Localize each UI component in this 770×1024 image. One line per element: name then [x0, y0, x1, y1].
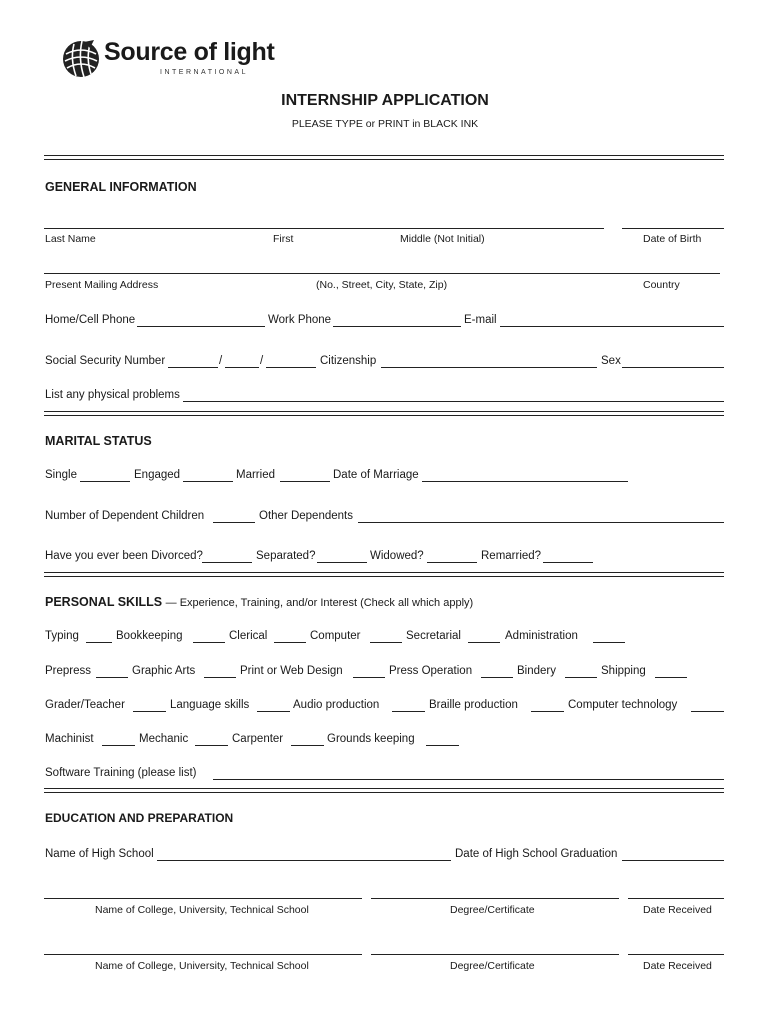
divider	[44, 572, 724, 577]
dob-field[interactable]	[622, 228, 724, 229]
dependent-children-field[interactable]	[213, 522, 255, 523]
software-training-field[interactable]	[213, 779, 724, 780]
divider	[44, 155, 724, 160]
form-title: INTERNSHIP APPLICATION	[281, 92, 489, 109]
college-label-2: Name of College, University, Technical School	[95, 960, 309, 972]
mechanic-field[interactable]	[195, 745, 228, 746]
address-label: Present Mailing Address	[45, 279, 159, 291]
globe-icon	[60, 38, 102, 80]
carpenter-label: Carpenter	[232, 733, 284, 745]
grounds-keeping-field[interactable]	[426, 745, 459, 746]
clerical-label: Clerical	[229, 630, 268, 642]
date-of-marriage-label: Date of Marriage	[333, 469, 419, 481]
widowed-field[interactable]	[427, 562, 477, 563]
college-label-1: Name of College, University, Technical School	[95, 904, 309, 916]
home-phone-field[interactable]	[137, 326, 265, 327]
braille-production-label: Braille production	[429, 699, 518, 711]
graphic-arts-field[interactable]	[204, 677, 236, 678]
section-heading-general: GENERAL INFORMATION	[45, 180, 197, 194]
separated-label: Separated?	[256, 550, 316, 562]
press-operation-field[interactable]	[481, 677, 513, 678]
skills-subheading: — Experience, Training, and/or Interest (Check all which apply)	[165, 597, 474, 609]
married-field[interactable]	[280, 481, 330, 482]
ssn-field-1[interactable]	[168, 367, 218, 368]
computer-technology-label: Computer technology	[568, 699, 678, 711]
logo-text: Source of light	[104, 38, 275, 66]
email-label: E-mail	[464, 314, 497, 326]
computer-label: Computer	[310, 630, 361, 642]
divider	[44, 788, 724, 793]
skills-heading: PERSONAL SKILLS	[45, 595, 163, 609]
citizenship-label: Citizenship	[320, 355, 377, 367]
ssn-field-3[interactable]	[266, 367, 316, 368]
home-phone-label: Home/Cell Phone	[45, 314, 136, 326]
logo-subtext: INTERNATIONAL	[160, 69, 248, 76]
first-name-label: First	[273, 233, 294, 245]
prepress-field[interactable]	[96, 677, 128, 678]
work-phone-field[interactable]	[333, 326, 461, 327]
print-web-field[interactable]	[353, 677, 385, 678]
name-field[interactable]	[44, 228, 604, 229]
date-received-field-1[interactable]	[628, 898, 724, 899]
grader-teacher-label: Grader/Teacher	[45, 699, 125, 711]
hs-graduation-field[interactable]	[622, 860, 724, 861]
administration-field[interactable]	[593, 642, 625, 643]
secretarial-label: Secretarial	[406, 630, 461, 642]
audio-production-field[interactable]	[392, 711, 425, 712]
other-dependents-field[interactable]	[358, 522, 724, 523]
audio-production-label: Audio production	[293, 699, 380, 711]
date-received-field-2[interactable]	[628, 954, 724, 955]
hs-graduation-label: Date of High School Graduation	[455, 848, 618, 860]
widowed-label: Widowed?	[370, 550, 424, 562]
college-field-2[interactable]	[44, 954, 362, 955]
logo	[60, 36, 280, 82]
high-school-label: Name of High School	[45, 848, 154, 860]
administration-label: Administration	[505, 630, 578, 642]
date-received-label-2: Date Received	[643, 960, 712, 972]
print-web-label: Print or Web Design	[240, 665, 343, 677]
grounds-keeping-label: Grounds keeping	[327, 733, 415, 745]
address-field[interactable]	[44, 273, 720, 274]
software-training-label: Software Training (please list)	[45, 767, 197, 779]
typing-label: Typing	[45, 630, 79, 642]
sex-label: Sex	[601, 355, 621, 367]
remarried-field[interactable]	[543, 562, 593, 563]
engaged-field[interactable]	[183, 481, 233, 482]
secretarial-field[interactable]	[468, 642, 500, 643]
middle-name-label: Middle (Not Initial)	[400, 233, 485, 245]
braille-production-field[interactable]	[531, 711, 564, 712]
graphic-arts-label: Graphic Arts	[132, 665, 196, 677]
mechanic-label: Mechanic	[139, 733, 189, 745]
computer-technology-field[interactable]	[691, 711, 724, 712]
remarried-label: Remarried?	[481, 550, 542, 562]
bookkeeping-field[interactable]	[193, 642, 225, 643]
college-field-1[interactable]	[44, 898, 362, 899]
single-field[interactable]	[80, 481, 130, 482]
dependent-children-label: Number of Dependent Children	[45, 510, 205, 522]
email-field[interactable]	[500, 326, 724, 327]
divorced-field[interactable]	[202, 562, 252, 563]
shipping-label: Shipping	[601, 665, 646, 677]
bindery-label: Bindery	[517, 665, 556, 677]
divorced-label: Have you ever been Divorced?	[45, 550, 203, 562]
sex-field[interactable]	[622, 367, 724, 368]
computer-field[interactable]	[370, 642, 402, 643]
ssn-field-2[interactable]	[225, 367, 259, 368]
engaged-label: Engaged	[134, 469, 181, 481]
last-name-label: Last Name	[45, 233, 96, 245]
bindery-field[interactable]	[565, 677, 597, 678]
separated-field[interactable]	[317, 562, 367, 563]
physical-problems-field[interactable]	[183, 401, 724, 402]
prepress-label: Prepress	[45, 665, 92, 677]
high-school-field[interactable]	[157, 860, 451, 861]
ssn-separator: /	[260, 355, 264, 367]
language-skills-field[interactable]	[257, 711, 290, 712]
form-subtitle: PLEASE TYPE or PRINT in BLACK INK	[291, 118, 479, 130]
other-dependents-label: Other Dependents	[259, 510, 353, 522]
bookkeeping-label: Bookkeeping	[116, 630, 183, 642]
dob-label: Date of Birth	[643, 233, 702, 245]
date-received-label-1: Date Received	[643, 904, 712, 916]
date-of-marriage-field[interactable]	[422, 481, 628, 482]
address-hint: (No., Street, City, State, Zip)	[316, 279, 448, 291]
ssn-label: Social Security Number	[45, 355, 166, 367]
divider	[44, 411, 724, 416]
section-heading-education: EDUCATION AND PREPARATION	[45, 811, 234, 825]
married-label: Married	[236, 469, 275, 481]
ssn-separator: /	[219, 355, 223, 367]
citizenship-field[interactable]	[381, 367, 597, 368]
section-heading-marital: MARITAL STATUS	[45, 434, 152, 448]
degree-label-1: Degree/Certificate	[450, 904, 535, 916]
degree-field-2[interactable]	[371, 954, 619, 955]
carpenter-field[interactable]	[291, 745, 324, 746]
degree-label-2: Degree/Certificate	[450, 960, 535, 972]
country-label: Country	[643, 279, 680, 291]
machinist-label: Machinist	[45, 733, 94, 745]
grader-teacher-field[interactable]	[133, 711, 166, 712]
work-phone-label: Work Phone	[268, 314, 332, 326]
section-heading-skills	[45, 595, 473, 609]
clerical-field[interactable]	[274, 642, 306, 643]
shipping-field[interactable]	[655, 677, 687, 678]
machinist-field[interactable]	[102, 745, 135, 746]
single-label: Single	[45, 469, 77, 481]
language-skills-label: Language skills	[170, 699, 250, 711]
degree-field-1[interactable]	[371, 898, 619, 899]
press-operation-label: Press Operation	[389, 665, 473, 677]
physical-problems-label: List any physical problems	[45, 389, 180, 401]
typing-field[interactable]	[86, 642, 112, 643]
